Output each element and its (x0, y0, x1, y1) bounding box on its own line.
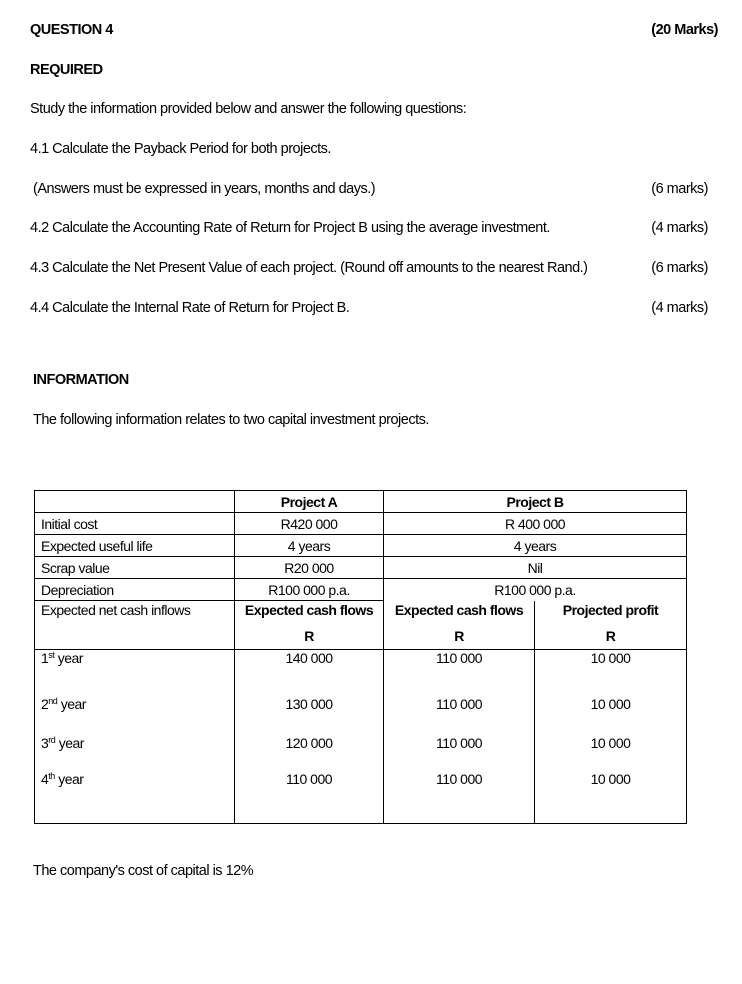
table-row (35, 513, 687, 535)
project-a-value: R420 000 (235, 513, 384, 535)
row-label: Scrap value (35, 557, 235, 579)
currency-row (35, 623, 687, 650)
project-a-header: Project A (235, 491, 384, 513)
cash-b1: 110 000 (384, 650, 535, 673)
cash-a: 140 000 (235, 650, 384, 673)
currency-b1: R (384, 623, 535, 650)
col-b1-header: Expected cash flows (384, 601, 535, 624)
table-header-row (35, 491, 687, 513)
question-4-4: 4.4 Calculate the Internal Rate of Return for Project B. (30, 300, 350, 316)
currency-a: R (235, 623, 384, 650)
required-heading: REQUIRED (30, 62, 103, 78)
table-row (35, 557, 687, 579)
year-label: 2nd year (35, 672, 235, 712)
col-b2-header: Projected profit (535, 601, 687, 624)
question-4-1-note: (Answers must be expressed in years, months and days.) (33, 181, 376, 197)
table-row (35, 579, 687, 601)
project-b-value: R 400 000 (384, 513, 687, 535)
question-4-2-marks: (4 marks) (651, 220, 708, 236)
question-4-1: 4.1 Calculate the Payback Period for both projects. (30, 141, 331, 157)
cash-b1: 110 000 (384, 751, 535, 824)
project-a-value: 4 years (235, 535, 384, 557)
row-label: Depreciation (35, 579, 235, 601)
cash-flow-header-row (35, 601, 687, 624)
information-intro: The following information relates to two capital investment projects. (33, 412, 429, 428)
question-4-4-marks: (4 marks) (651, 300, 708, 316)
col-a-header: Expected cash flows (235, 601, 384, 624)
year-row (35, 650, 687, 673)
currency-b2: R (535, 623, 687, 650)
profit-b2: 10 000 (535, 672, 687, 712)
empty-cell (35, 623, 235, 650)
cost-of-capital-note: The company's cost of capital is 12% (33, 863, 254, 879)
question-4-3-marks: (6 marks) (651, 260, 708, 276)
row-label: Initial cost (35, 513, 235, 535)
question-4-1-marks: (6 marks) (651, 181, 708, 197)
capital-projects-table (34, 490, 687, 824)
profit-b2: 10 000 (535, 712, 687, 751)
project-b-value: 4 years (384, 535, 687, 557)
year-label: 4th year (35, 751, 235, 824)
table-corner-cell (35, 491, 235, 513)
project-b-value: Nil (384, 557, 687, 579)
question-4-3: 4.3 Calculate the Net Present Value of each project. (Round off amounts to the nearest Rand.) (30, 260, 588, 276)
project-a-value: R20 000 (235, 557, 384, 579)
row-label: Expected useful life (35, 535, 235, 557)
cash-a: 110 000 (235, 751, 384, 824)
question-4-2: 4.2 Calculate the Accounting Rate of Return for Project B using the average investment. (30, 220, 550, 236)
cash-a: 120 000 (235, 712, 384, 751)
row-label: Expected net cash inflows (35, 601, 235, 624)
project-a-value: R100 000 p.a. (235, 579, 384, 601)
year-row (35, 751, 687, 824)
profit-b2: 10 000 (535, 751, 687, 824)
project-b-header: Project B (384, 491, 687, 513)
required-intro: Study the information provided below and answer the following questions: (30, 101, 467, 117)
year-label: 1st year (35, 650, 235, 673)
year-row (35, 712, 687, 751)
project-b-value: R100 000 p.a. (384, 579, 687, 601)
cash-b1: 110 000 (384, 672, 535, 712)
cash-a: 130 000 (235, 672, 384, 712)
cash-b1: 110 000 (384, 712, 535, 751)
total-marks: (20 Marks) (651, 22, 718, 38)
year-row (35, 672, 687, 712)
information-heading: INFORMATION (33, 372, 129, 388)
table-row (35, 535, 687, 557)
profit-b2: 10 000 (535, 650, 687, 673)
question-title: QUESTION 4 (30, 22, 113, 38)
year-label: 3rd year (35, 712, 235, 751)
